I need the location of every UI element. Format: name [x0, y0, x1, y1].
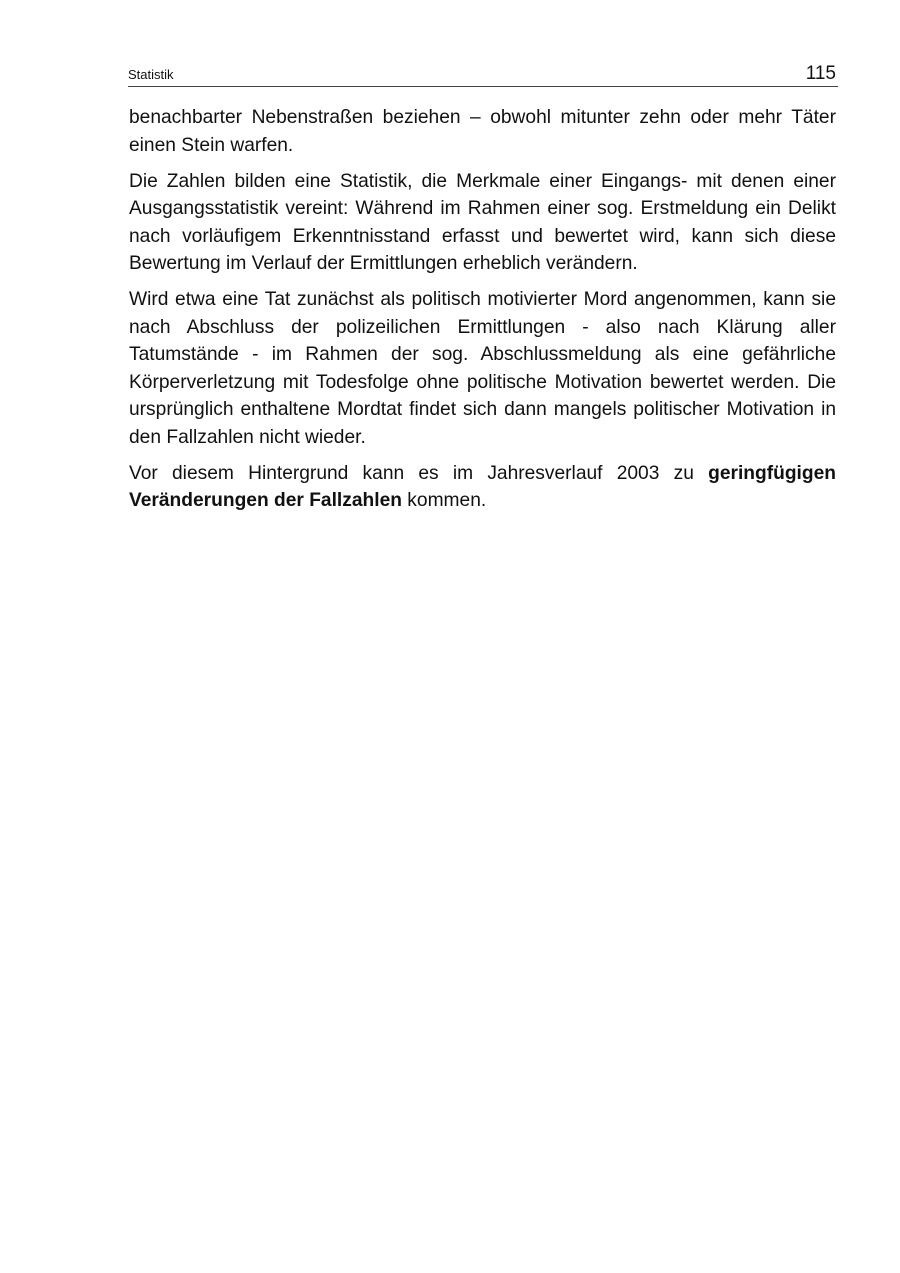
paragraph: benachbarter Nebenstraßen beziehen – obwohl mitunter zehn oder mehr Täter einen Stein warfen.	[129, 107, 836, 156]
paragraph-text: kommen.	[401, 490, 487, 511]
running-header	[128, 60, 838, 87]
paragraph-text: Vor diesem Hintergrund kann es im Jahresverlauf 2003 zu	[129, 462, 709, 484]
header-title: Statistik	[128, 67, 174, 82]
paragraph: Die Zahlen bilden eine Statistik, die Merkmale einer Eingangs- mit denen einer Ausgangsstatistik vereint: Während im Rahmen einer sog. Erstmeldung ein Delikt nach vorläufigem Erkenntnisstand erfasst und bewertet wird, kann sich diese Bewertung im Verlauf der Ermittlungen erheblich verändern.	[129, 170, 836, 274]
emphasized-text: geringfügigen Veränderungen der Fallzahlen	[129, 462, 836, 511]
body-text	[129, 104, 836, 523]
paragraph	[129, 460, 836, 515]
paragraph: Wird etwa eine Tat zunächst als politisch motivierter Mord angenommen, kann sie nach Abschluss der polizeilichen Ermittlungen - also nach Klärung aller Tatumstände - im Rahmen der sog. Abschlussmeldung als eine gefährliche Körperverletzung mit Todesfolge ohne politische Motivation bewertet werden. Die ursprünglich enthaltene Mordtat findet sich dann mangels politischer Motivation in den Fallzahlen nicht wieder.	[129, 289, 836, 448]
page-number: 115	[805, 63, 836, 84]
